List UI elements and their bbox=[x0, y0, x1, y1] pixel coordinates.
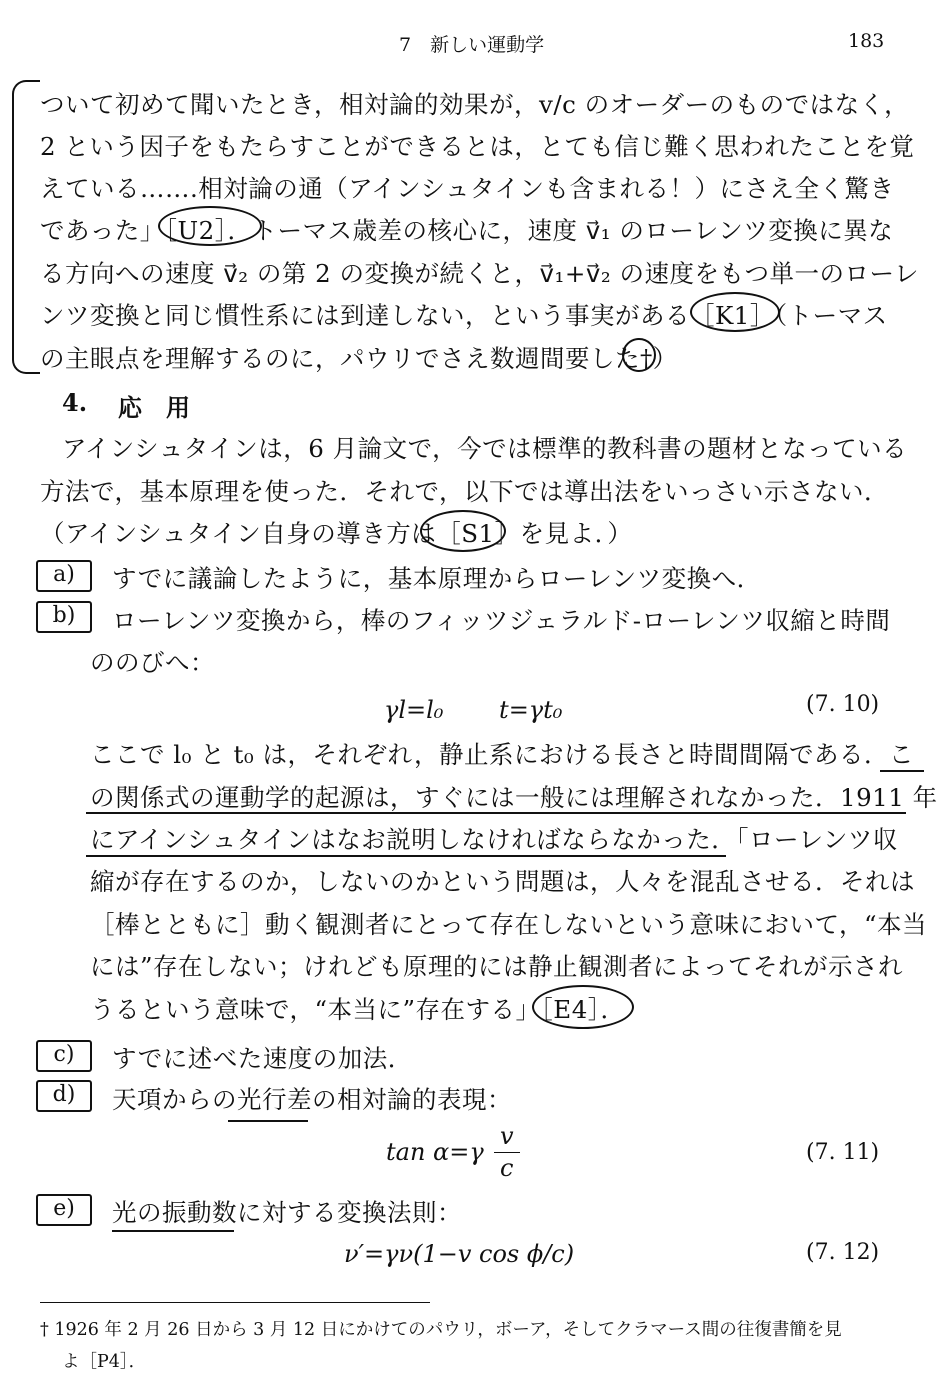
handwritten-bracket bbox=[12, 80, 40, 374]
item-a-label: a) bbox=[36, 560, 92, 592]
item-b-text: ローレンツ変換から，棒のフィッツジェラルド-ローレンツ収縮と時間 bbox=[112, 606, 891, 635]
quote-line: の主眼点を理解するのに，パウリでさえ数週間要した†） bbox=[40, 344, 678, 373]
footnote-rule bbox=[40, 1302, 430, 1303]
quote-line: る方向への速度 v⃗₂ の第 2 の変換が続くと，v⃗₁+v⃗₂ の速度をもつ単一のローレ bbox=[40, 259, 920, 288]
intro-line: 方法で，基本原理を使った．それで，以下では導出法をいっさい示さない． bbox=[40, 477, 890, 506]
equation-7-10: γl=l₀ t=γt₀ bbox=[384, 696, 563, 724]
running-header: 7 新しい運動学 bbox=[399, 34, 545, 56]
equation-number-7-11: (7. 11) bbox=[806, 1140, 880, 1165]
quote-line: であった」［U2］．トーマス歳差の核心に，速度 v⃗₁ のローレンツ変換に異な bbox=[40, 216, 894, 245]
citation-circle-e4 bbox=[532, 985, 634, 1029]
equation-number-7-10: (7. 10) bbox=[806, 692, 880, 717]
section-title: 応 用 bbox=[118, 393, 190, 422]
paragraph-line: の関係式の運動学的起源は，すぐには一般には理解されなかった．1911 年 bbox=[90, 783, 938, 812]
footnote-line: よ［P4］． bbox=[62, 1352, 147, 1372]
paragraph-line: には”存在しない；けれども原理的には静止観測者によってそれが示され bbox=[90, 952, 904, 981]
quote-line: ンツ変換と同じ慣性系には到達しない，という事実がある［K1］（トーマス bbox=[40, 301, 888, 330]
item-c-label: c) bbox=[36, 1040, 92, 1072]
item-d-label: d) bbox=[36, 1080, 92, 1112]
paragraph-line: 縮が存在するのか，しないのかという問題は，人々を混乱させる．それは bbox=[90, 867, 915, 896]
page-number: 183 bbox=[848, 30, 885, 52]
quote-line: えている…….相対論の通（アインシュタインも含まれる！）にさえ全く驚き bbox=[40, 174, 895, 203]
paragraph-line: ［棒とともに］動く観測者にとって存在しないという意味において，“本当 bbox=[90, 910, 928, 939]
citation-circle-u2 bbox=[158, 206, 262, 246]
paragraph-line: ここで l₀ と t₀ は，それぞれ，静止系における長さと時間間隔である．こ bbox=[90, 740, 914, 769]
paragraph-line: うるという意味で，“本当に”存在する」［E4］． bbox=[90, 995, 626, 1024]
equation-7-11-lhs: tan α=γ bbox=[386, 1138, 484, 1166]
intro-line: （アインシュタイン自身の導き方は［S1］を見よ．） bbox=[40, 519, 633, 548]
item-b-text: ののびへ： bbox=[90, 648, 215, 677]
equation-7-12: ν′=γν(1−v cos ϕ/c) bbox=[344, 1240, 575, 1268]
item-d-text: 天項からの光行差の相対論的表現： bbox=[112, 1085, 512, 1114]
equation-7-11-denominator: c bbox=[500, 1154, 514, 1182]
item-c-text: すでに述べた速度の加法． bbox=[112, 1044, 413, 1073]
citation-circle-k1 bbox=[690, 292, 780, 332]
handwritten-underline bbox=[112, 1230, 234, 1232]
item-e-label: e) bbox=[36, 1194, 92, 1226]
item-a-text: すでに議論したように，基本原理からローレンツ変換へ． bbox=[112, 564, 762, 593]
equation-7-11-numerator: v bbox=[500, 1122, 514, 1150]
section-number: 4. bbox=[62, 388, 88, 417]
equation-number-7-12: (7. 12) bbox=[806, 1240, 880, 1265]
footnote-line: † 1926 年 2 月 26 日から 3 月 12 日にかけてのパウリ，ボーア，そしてクラマース間の往復書簡を見 bbox=[40, 1320, 842, 1340]
quote-line: 2 という因子をもたらすことができるとは，とても信じ難く思われたことを覚 bbox=[40, 132, 915, 161]
handwritten-underline bbox=[228, 1120, 308, 1122]
item-e-text: 光の振動数に対する変換法則： bbox=[112, 1198, 462, 1227]
citation-circle-s1 bbox=[420, 510, 506, 552]
footnote-mark-circle bbox=[622, 338, 656, 372]
item-b-label: b) bbox=[36, 601, 92, 633]
quote-line: ついて初めて聞いたとき，相対論的効果が，v/c のオーダーのものではなく， bbox=[40, 90, 910, 119]
handwritten-underline bbox=[86, 855, 726, 857]
handwritten-underline bbox=[86, 812, 906, 814]
intro-line: アインシュタインは，6 月論文で，今では標準的教科書の題材となっている bbox=[62, 434, 908, 463]
paragraph-line: にアインシュタインはなお説明しなければならなかった．「ローレンツ収 bbox=[90, 825, 898, 854]
handwritten-underline bbox=[880, 770, 924, 772]
fraction-bar bbox=[494, 1152, 520, 1153]
